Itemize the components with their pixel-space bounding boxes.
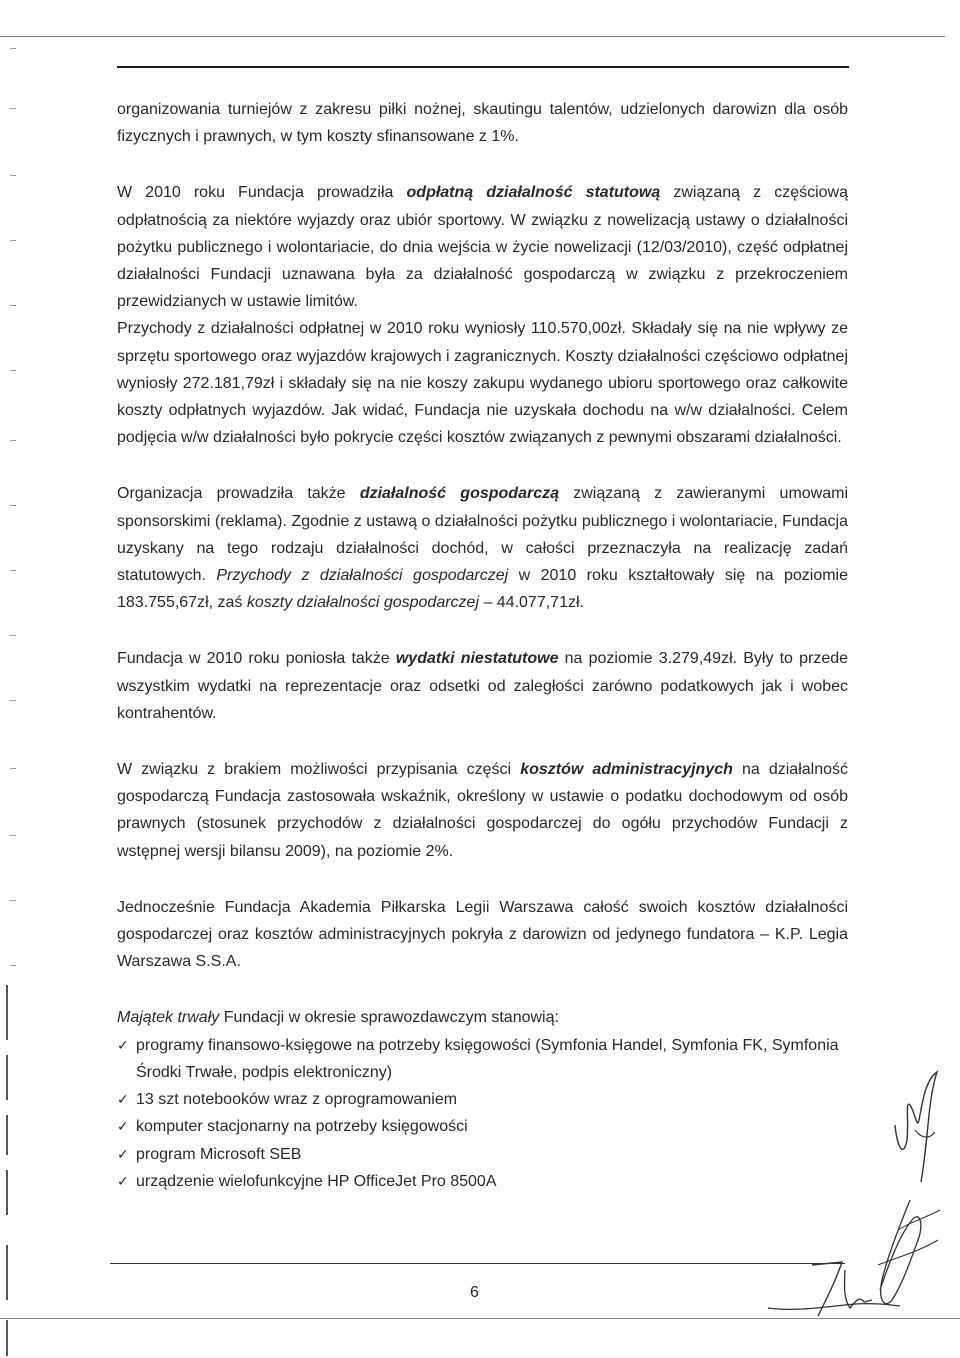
handwritten-signature	[760, 1170, 955, 1335]
paragraph-cost-coverage: Jednocześnie Fundacja Akademia Piłkarska Legii Warszawa całość swoich kosztów działalności gospodarczej oraz kosztów administracyjnych pokryła z darowizn od jedynego fundatora – K.P. Legia Warszawa S.S.A.	[117, 898, 848, 971]
list-item: ✓ program Microsoft SEB	[117, 1141, 848, 1168]
footer-rule	[110, 1263, 845, 1264]
list-item: ✓ urządzenie wielofunkcyjne HP OfficeJet Pro 8500A	[117, 1168, 848, 1195]
checkmark-icon: ✓	[117, 1036, 129, 1053]
page-top-edge	[0, 36, 945, 37]
emphasis-business-activity: działalność gospodarczą	[359, 485, 559, 503]
emphasis-non-statutory: wydatki niestatutowe	[395, 650, 559, 668]
emphasis-paid-activity: odpłatną działalność statutową	[406, 184, 661, 202]
checkmark-icon: ✓	[117, 1118, 129, 1135]
paragraph-fixed-assets: Majątek trwały Fundacji w okresie sprawozdawczym stanowią:	[117, 1009, 559, 1027]
page-number: 6	[470, 1284, 479, 1301]
list-item: ✓ programy finansowo-księgowe na potrzeby księgowości (Symfonia Handel, Symfonia FK, Symfonia Środki Trwałe, podpis elektroniczny)	[117, 1032, 848, 1086]
list-item: ✓ komputer stacjonarny na potrzeby księgowości	[117, 1113, 848, 1140]
checkmark-icon: ✓	[117, 1091, 129, 1108]
paragraph-non-statutory-expenses: Fundacja w 2010 roku poniosła także wydatki niestatutowe na poziomie 3.279,49zł. Były to przede wszystkim wydatki na reprezentacje oraz odsetki od zaległości zarówno podatkowych jak i wobec kontrahentów.	[117, 650, 849, 722]
checkmark-icon: ✓	[117, 1172, 129, 1189]
paragraph-administrative-costs: W związku z brakiem możliwości przypisania części kosztów administracyjnych na działalność gospodarczą Fundacja zastosowała wskaźnik, określony w ustawie o podatku dochodowym od osób prawnych (stosunek przychodów z działalności gospodarczej do ogółu przychodów Fundacji z wstępnej wersji bilansu 2009), na poziomie 2%.	[117, 761, 848, 860]
paragraph-activities-continued: organizowania turniejów z zakresu piłki nożnej, skautingu talentów, udzielonych darowizn dla osób fizycznych i prawnych, w tym koszty sfinansowane z 1%.	[117, 101, 848, 146]
paragraph-paid-revenue: Przychody z działalności odpłatnej w 2010 roku wyniosły 110.570,00zł. Składały się na nie wpływy ze sprzętu sportowego oraz wyjazdów krajowych i zagranicznych. Koszty działalności częściowo odpłatnej wyniosły 272.181,79zł i składały się na nie koszy zakupu wydanego ubioru sportowego oraz całkowite koszty odpłatnych wyjazdów. Jak widać, Fundacja nie uzyskała dochodu na w/w działalności. Celem podjęcia w/w działalności było pokrycie części kosztów związanych z pewnymi obszarami działalności.	[117, 320, 849, 447]
list-item: ✓ 13 szt notebooków wraz z oprogramowaniem	[117, 1086, 848, 1113]
paragraph-business-activity: Organizacja prowadziła także działalność gospodarczą związaną z zawieranymi umowami sponsorskimi (reklama). Zgodnie z ustawą o działalności pożytku publicznego i wolontariacie, Fundacja uzyskany na tego rodzaju działalności dochód, w całości przeznaczyła na realizację zadań statutowych. Przychody z działalności gospodarczej w 2010 roku kształtowały się na poziomie 183.755,67zł, zaś koszty działalności gospodarczej – 44.077,71zł.	[117, 485, 849, 612]
header-rule	[117, 66, 849, 68]
document-body	[117, 96, 848, 1195]
fixed-assets-list	[117, 1032, 848, 1195]
checkmark-icon: ✓	[117, 1145, 129, 1162]
emphasis-administrative-costs: kosztów administracyjnych	[520, 761, 733, 779]
paragraph-paid-activity: W 2010 roku Fundacja prowadziła odpłatną działalność statutową związaną z częściową odpłatnością za niektóre wyjazdy oraz ubiór sportowy. W związku z nowelizacją ustawy o działalności pożytku publicznego i wolontariacie, do dnia wejścia w życie nowelizacji (12/03/2010), część odpłatnej działalności Fundacji uznawana była za działalność gospodarczą w związku z przekroczeniem przewidzianych w ustawie limitów.	[117, 184, 849, 311]
